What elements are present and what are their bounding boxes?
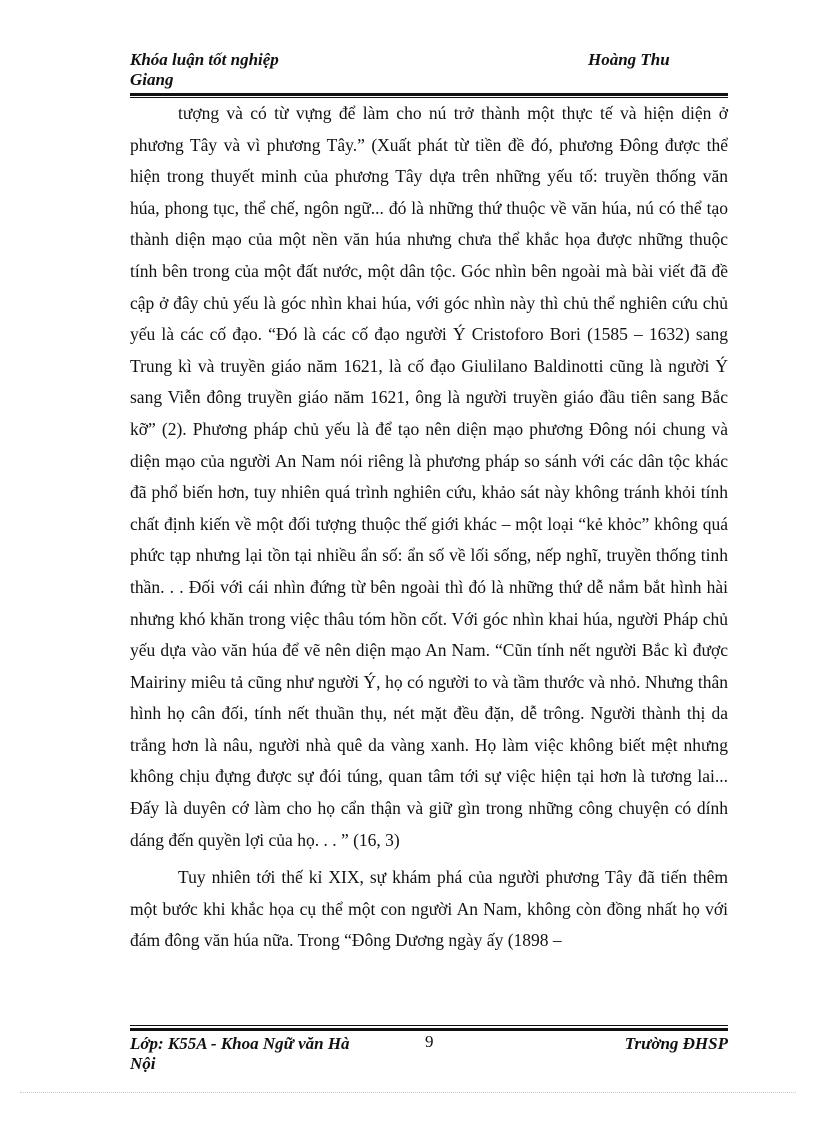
footer-university: Trường ĐHSP (624, 1034, 728, 1053)
header-thesis-title: Khóa luận tốt nghiệp Giang (130, 50, 279, 89)
page-header (130, 50, 730, 94)
header-divider (130, 93, 728, 96)
body-paragraph-1: tượng và có từ vựng để làm cho nú trở thành một thực tế và hiện diện ở phương Tây và vì phương Tây.” (Xuất phát từ tiền đề đó, phương Đông được thể hiện trong thuyết minh của phương Tây dựa trên những yếu tố: truyền thống văn húa, phong tục, thể chế, ngôn ngữ... đó là những thứ thuộc về văn húa, nú có thể tạo thành diện mạo của một nền văn húa nhưng chưa thể khắc họa được những thuộc tính bên trong của một đất nước, một dân tộc. Góc nhìn bên ngoài mà bài viết đã đề cập ở đây chủ yếu là góc nhìn khai húa, với góc nhìn này thì chủ thể nghiên cứu chủ yếu là các cố đạo. “Đó là các cố đạo người Ý Cristoforo Bori (1585 – 1632) sang Trung kì và truyền giáo năm 1621, là cố đạo Giulilano Baldinotti cũng là người Ý sang Viễn đông truyền giáo năm 1621, ông là người truyền giáo đầu tiên sang Bắc kỡ” (2). Phương pháp chủ yếu là để tạo nên diện mạo phương Đông nói chung và diện mạo của người An Nam nói riêng là phương pháp so sánh với các dân tộc khác đã phổ biến hơn, tuy nhiên quá trình nghiên cứu, khảo sát này không tránh khỏi tính chất định kiến về một đối tượng thuộc thế giới khác – một loại “kẻ khỏc” không quá phức tạp nhưng lại tồn tại nhiều ẩn số: ẩn số về lối sống, nếp nghĩ, truyền thống tinh thần. . . Đối với cái nhìn đứng từ bên ngoài thì đó là những thứ dễ nắm bắt hình hài nhưng khó khăn trong việc thâu tóm hồn cốt. Với góc nhìn khai húa, người Pháp chủ yếu dựa vào văn húa để vẽ nên diện mạo An Nam. “Cũn tính nết người Bắc kì được Mairiny miêu tả cũng như người Ý, họ có người to và tầm thước và nhỏ. Nhưng thân hình họ cân đối, tính nết thuần thụ, nét mặt đều đặn, dễ trông. Người thành thị da trắng hơn là nâu, người nhà quê da vàng xanh. Họ làm việc không biết mệt nhưng không chịu đựng được sự đói túng, quan tâm tới sự việc hiện tại hơn là tương lai... Đấy là duyên cớ làm cho họ cẩn thận và giữ gìn trong những công chuyện có dính dáng đến quyền lợi của họ. . . ” (16, 3) (130, 103, 728, 850)
footer-divider-thin (130, 1025, 728, 1026)
page-number: 9 (425, 1032, 434, 1051)
page-body (130, 98, 728, 957)
body-paragraph-2: Tuy nhiên tới thế kỉ XIX, sự khám phá của người phương Tây đã tiến thêm một bước khi khắc họa cụ thể một con người An Nam, không còn đồng nhất họ với đám đông văn húa nữa. Trong “Đông Dương ngày ấy (1898 – (130, 867, 728, 951)
header-author: Hoàng Thu (588, 50, 670, 69)
footer-class-info: Lớp: K55A - Khoa Ngữ văn Hà Nội (130, 1034, 350, 1073)
page-bottom-edge (20, 1092, 796, 1093)
footer-divider (130, 1028, 728, 1031)
